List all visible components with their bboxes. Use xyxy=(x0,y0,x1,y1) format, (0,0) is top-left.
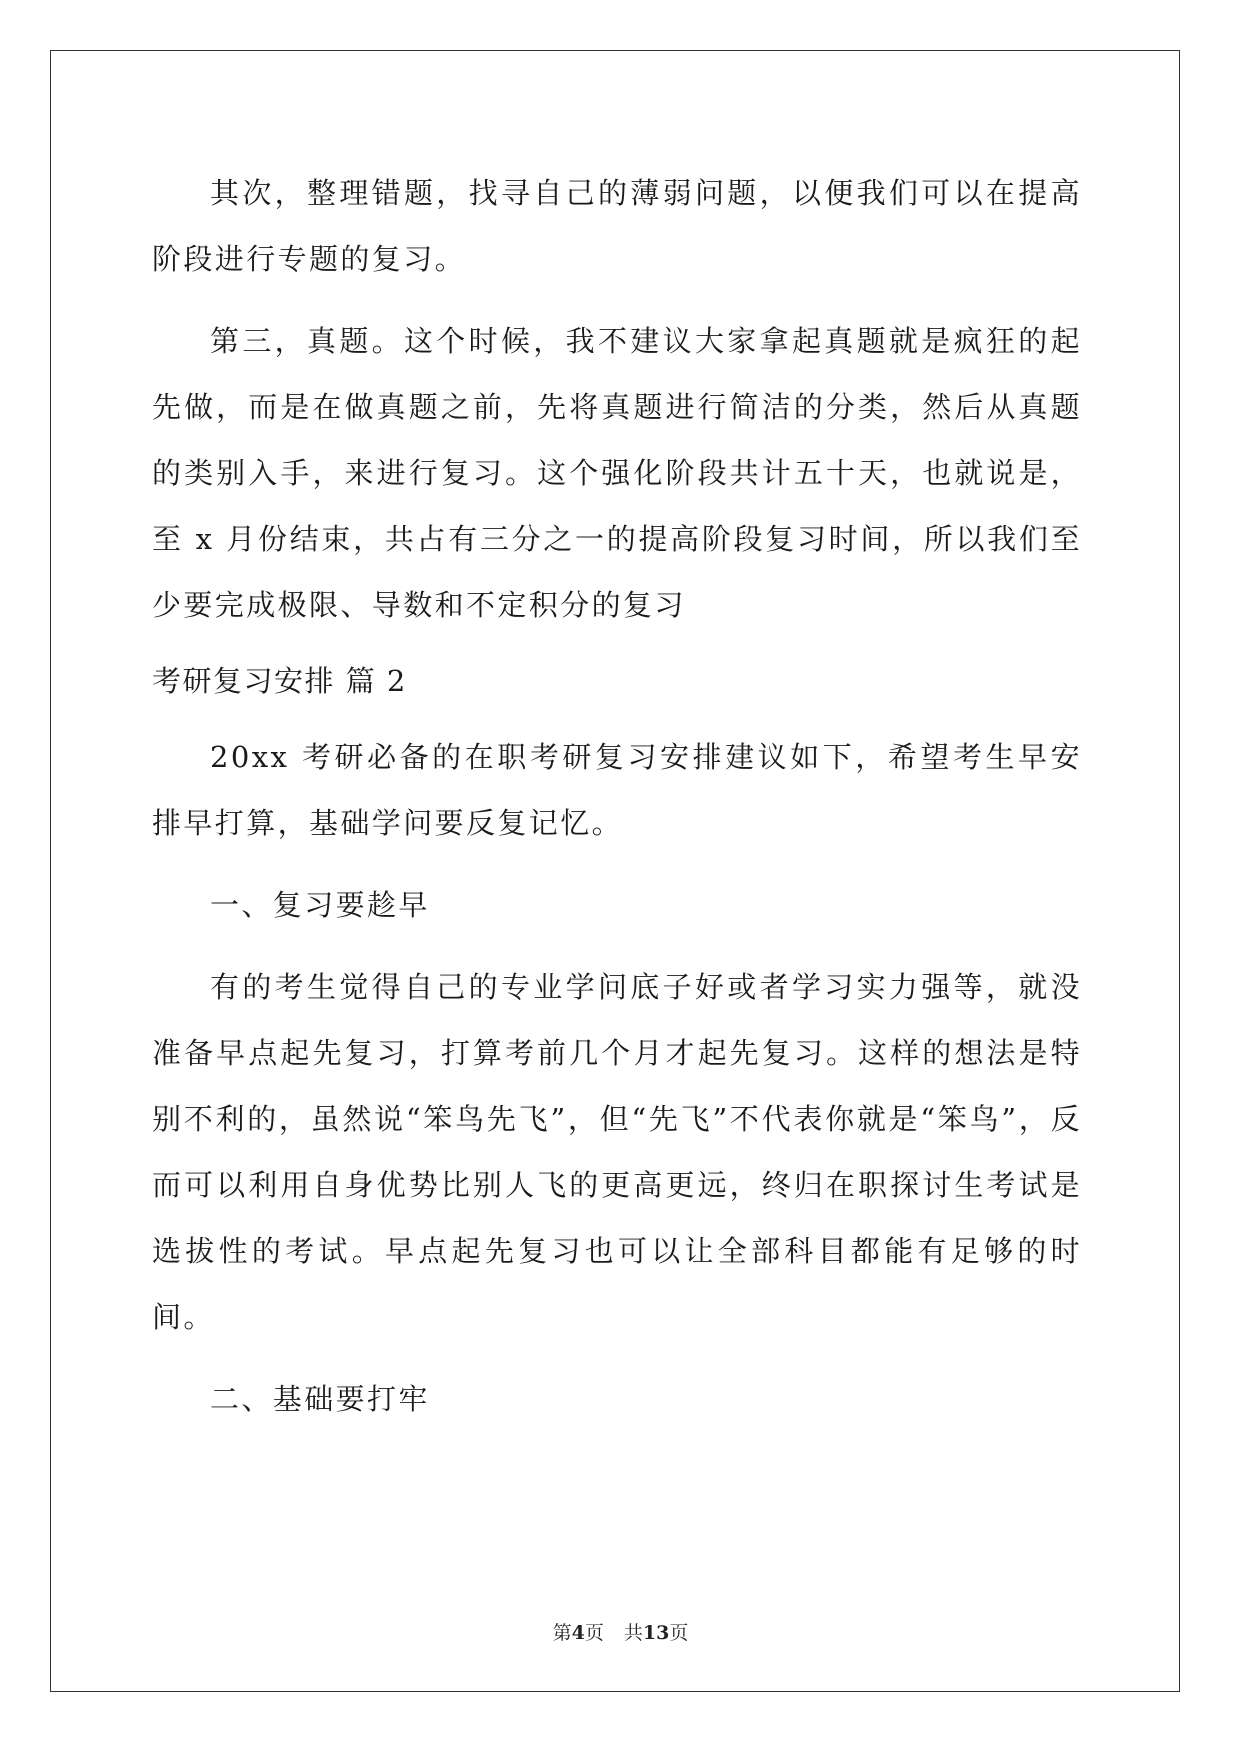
footer-total-prefix: 共 xyxy=(623,1622,643,1644)
page-footer xyxy=(0,1618,1241,1645)
paragraph-errors: 其次，整理错题，找寻自己的薄弱问题，以便我们可以在提高阶段进行专题的复习。 xyxy=(152,176,1082,276)
footer-page-total: 13 xyxy=(642,1622,670,1644)
footer-page-mid: 页 xyxy=(584,1622,604,1644)
intro-paragraph: 20xx 考研必备的在职考研复习安排建议如下，希望考生早安排早打算，基础学问要反复记忆。 xyxy=(152,740,1082,840)
section-heading: 考研复习安排 篇 2 xyxy=(152,664,407,698)
footer-page-prefix: 第 xyxy=(552,1622,572,1644)
paragraph-start-early: 有的考生觉得自己的专业学问底子好或者学习实力强等，就没准备早点起先复习，打算考前几个月才起先复习。这样的想法是特别不利的，虽然说“笨鸟先飞”，但“先飞”不代表你就是“笨鸟”，反而可以利用自身优势比别人飞的更高更远，终归在职探讨生考试是选拔性的考试。早点起先复习也可以让全部科目都能有足够的时间。 xyxy=(152,970,1082,1334)
subheading-start-early: 一、复习要趁早 xyxy=(210,888,430,922)
footer-page-current: 4 xyxy=(571,1622,585,1644)
subheading-foundation: 二、基础要打牢 xyxy=(210,1382,430,1416)
paragraph-past-papers: 第三，真题。这个时候，我不建议大家拿起真题就是疯狂的起先做，而是在做真题之前，先将真题进行简洁的分类，然后从真题的类别入手，来进行复习。这个强化阶段共计五十天，也就说是，至 x 月份结束，共占有三分之一的提高阶段复习时间，所以我们至少要完成极限、导数和不定积分的复习 xyxy=(152,324,1082,622)
footer-total-suffix: 页 xyxy=(669,1622,689,1644)
document-body xyxy=(152,160,1082,1448)
